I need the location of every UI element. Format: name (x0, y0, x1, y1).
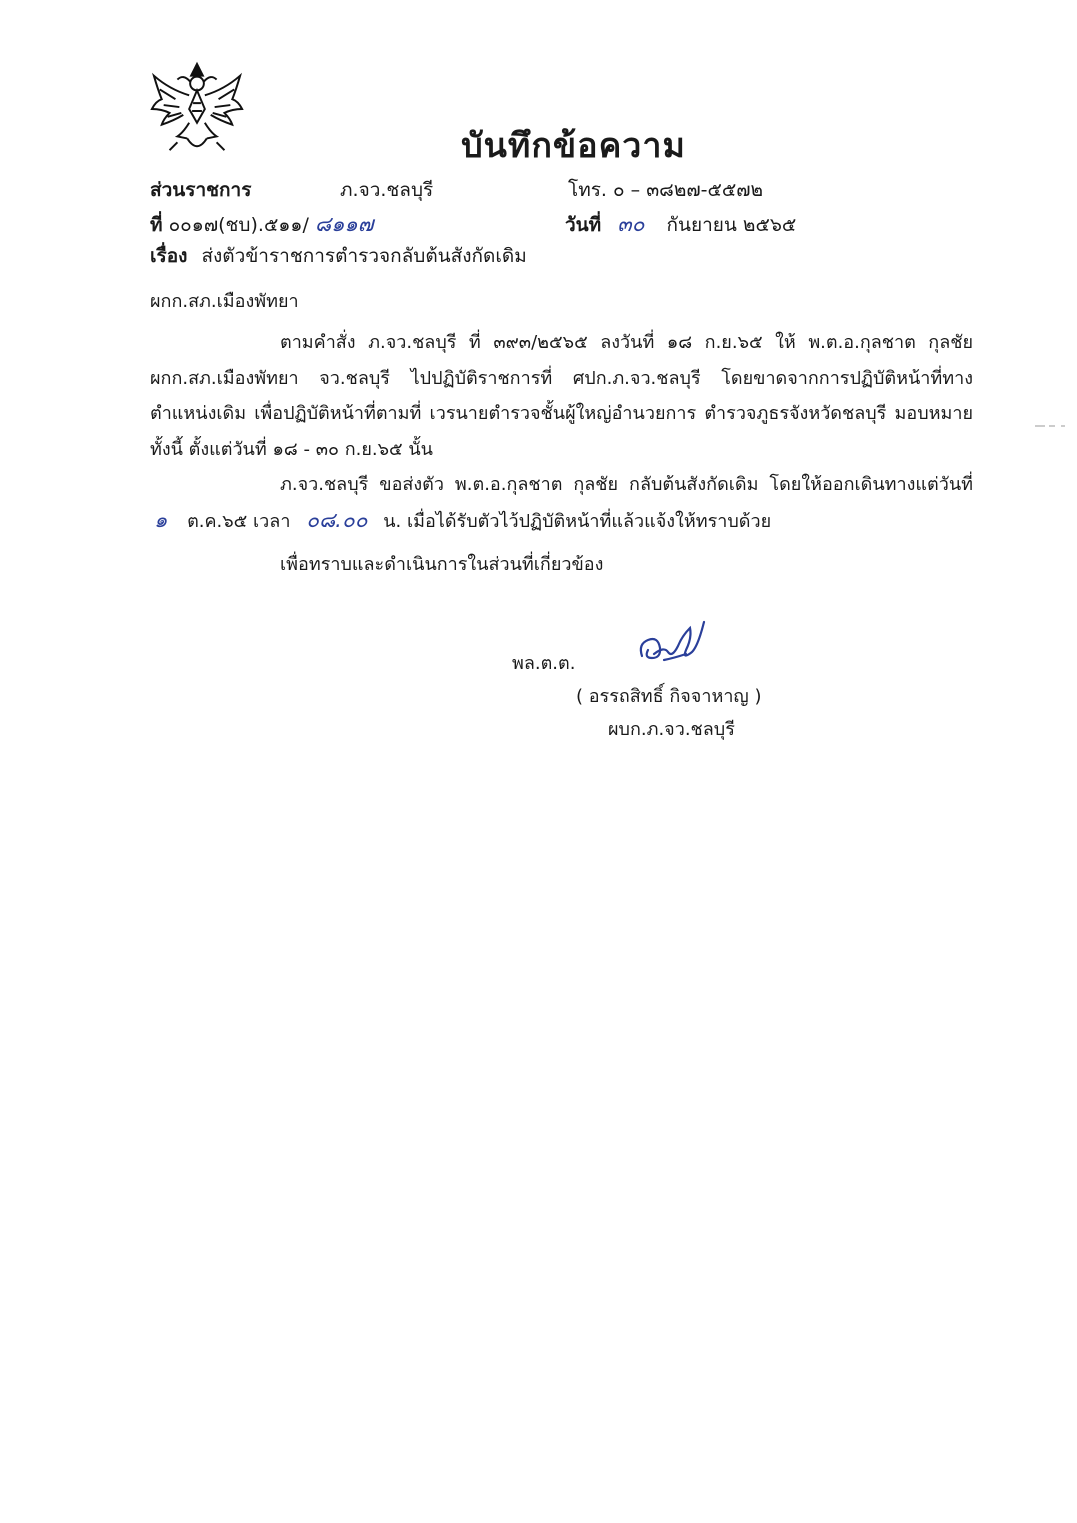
paragraph-1 (150, 325, 973, 467)
departure-month-time-label: ต.ค.๖๕ เวลา (187, 510, 291, 532)
signature-icon (634, 616, 714, 672)
signer-name: ( อรรถสิทธิ์ กิจจาหาญ ) (576, 686, 762, 707)
document-number-prefix: ๐๐๑๗(ชบ).๕๑๑/ (168, 214, 309, 236)
signer-rank: พล.ต.ต. (512, 653, 576, 674)
department-label: ส่วนราชการ (150, 179, 252, 201)
subject-value: ส่งตัวข้าราชการตำรวจกลับต้นสังกัดเดิม (201, 245, 527, 267)
closing-line: เพื่อทราบและดำเนินการในส่วนที่เกี่ยวข้อง (280, 554, 604, 575)
document-number-label: ที่ (150, 214, 163, 236)
scan-mark-icon (1035, 424, 1071, 428)
date-day-handwritten: ๓๐ (617, 212, 645, 236)
subject-label: เรื่อง (150, 245, 188, 267)
departure-day-handwritten: ๑ (154, 507, 168, 532)
paragraph-2-line-2 (150, 503, 973, 540)
recipient: ผกก.สภ.เมืองพัทยา (150, 291, 299, 312)
departure-time-handwritten: ๐๘.๐๐ (306, 507, 368, 532)
paragraph-1-line: ผกก.สภ.เมืองพัทยา จว.ชลบุรี ไปปฏิบัติราชการที่ ศปก.ภ.จว.ชลบุรี โดยขาดจากการปฏิบัติหน้าที่ทาง (150, 367, 973, 389)
signer-position: ผบก.ภ.จว.ชลบุรี (608, 719, 735, 740)
subject-row (150, 241, 527, 271)
paragraph-2 (150, 467, 973, 539)
memo-title: บันทึกข้อความ (461, 126, 686, 166)
phone-number: โทร. ๐ – ๓๘๒๗-๕๕๗๒ (568, 179, 764, 201)
document-number-row (150, 208, 374, 241)
paragraph-2-end: น. เมื่อได้รับตัวไว้ปฏิบัติหน้าที่แล้วแจ้งให้ทราบด้วย (383, 510, 772, 532)
date-label: วันที่ (565, 214, 602, 236)
document-number-handwritten: ๘๑๑๗ (314, 212, 374, 236)
date-row (565, 208, 796, 241)
date-month-year: กันยายน ๒๕๖๕ (666, 214, 797, 236)
paragraph-1-line: ตามคำสั่ง ภ.จว.ชลบุรี ที่ ๓๙๓/๒๕๖๕ ลงวันที่ ๑๘ ก.ย.๖๕ ให้ พ.ต.อ.กุลชาต กุลชัย (280, 332, 973, 353)
paragraph-1-line: ตำแหน่งเดิม เพื่อปฏิบัติหน้าที่ตามที่ เวรนายตำรวจชั้นผู้ใหญ่อำนวยการ ตำรวจภูธรจังหวัดชลบุรี มอบหมาย (150, 403, 973, 424)
paragraph-2-line: ภ.จว.ชลบุรี ขอส่งตัว พ.ต.อ.กุลชาต กุลชัย กลับต้นสังกัดเดิม โดยให้ออกเดินทางแต่วันที่ (280, 474, 973, 495)
paragraph-1-line: ทั้งนี้ ตั้งแต่วันที่ ๑๘ - ๓๐ ก.ย.๖๕ นั้น (150, 438, 433, 460)
department-value: ภ.จว.ชลบุรี (340, 179, 434, 201)
